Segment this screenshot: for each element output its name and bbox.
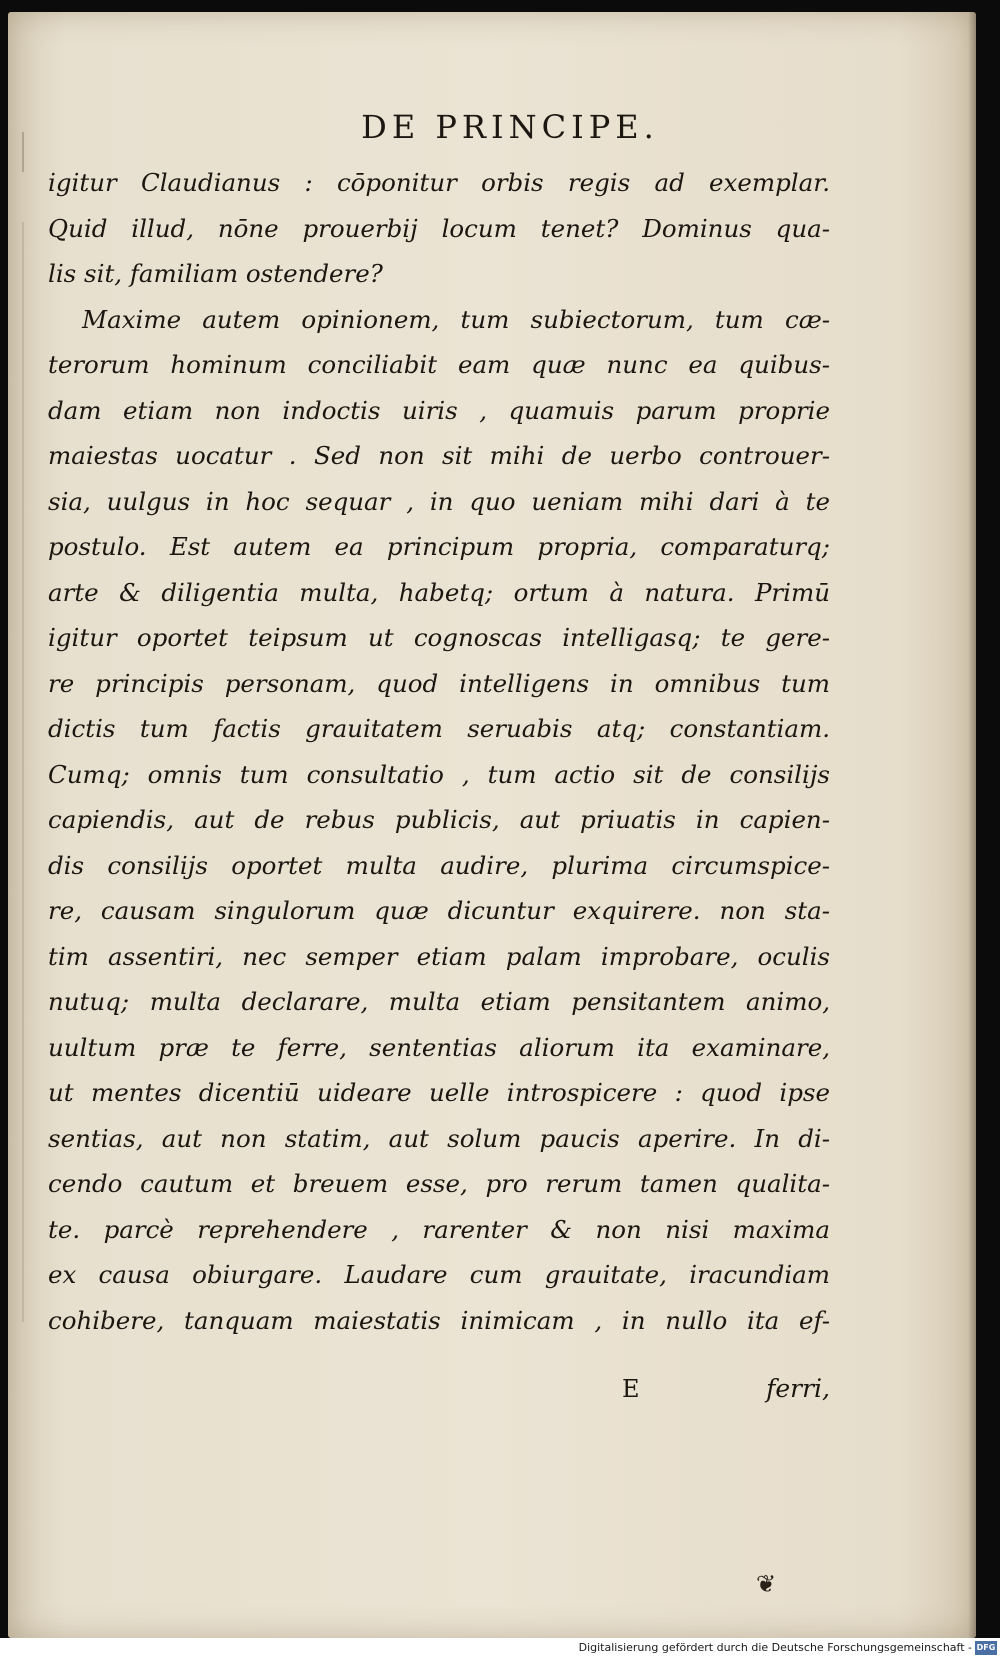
footer-credit: Digitalisierung gefördert durch die Deutsche Forschungsgemeinschaft - <box>578 1641 972 1654</box>
text-line: terorum hominum conciliabit eam quæ nunc ea quibus- <box>48 350 830 379</box>
body-text <box>48 160 830 1343</box>
text-line: Maxime autem opinionem, tum subiectorum, tum cæ- <box>82 304 830 334</box>
text-line: dis consilijs oportet multa audire, plurima circumspice- <box>48 850 830 880</box>
text-line: te. parcè reprehendere , rarenter & non nisi maxima <box>48 1214 830 1244</box>
text-line: re principis personam, quod intelligens in omnibus tum <box>48 668 830 698</box>
text-line: maiestas uocatur . Sed non sit mihi de uerbo controuer- <box>48 441 830 470</box>
text-line: arte & diligentia multa, habetq; ortum à natura. Primū <box>48 577 830 607</box>
text-line: Quid illud, nōne prouerbij locum tenet? Dominus qua- <box>48 213 830 243</box>
text-line: lis sit, familiam ostendere? <box>48 259 383 288</box>
ornament-icon: ❦ <box>756 1570 777 1598</box>
text-line: nutuq; multa declarare, multa etiam pensitantem animo, <box>48 987 830 1016</box>
text-line: sentias, aut non statim, aut solum paucis aperire. In di- <box>48 1123 830 1153</box>
text-line: ex causa obiurgare. Laudare cum grauitate, iracundiam <box>48 1260 830 1289</box>
text-line: dictis tum factis grauitatem seruabis atq; constantiam. <box>48 714 830 743</box>
digitization-footer <box>0 1638 1000 1659</box>
text-line: sia, uulgus in hoc sequar , in quo ueniam mihi dari à te <box>48 486 830 516</box>
text-line: tim assentiri, nec semper etiam palam improbare, oculis <box>48 941 830 971</box>
text-line: Cumq; omnis tum consultatio , tum actio sit de consilijs <box>48 759 830 789</box>
text-line: re, causam singulorum quæ dicuntur exquirere. non sta- <box>48 896 830 925</box>
text-line: uultum præ te ferre, sententias aliorum ita examinare, <box>48 1032 830 1062</box>
book-page <box>8 12 976 1638</box>
text-line: dam etiam non indoctis uiris , quamuis parum proprie <box>48 395 830 425</box>
text-line: ut mentes dicentiū uideare uelle introspicere : quod ipse <box>48 1078 830 1107</box>
dfg-logo: DFG <box>975 1641 997 1655</box>
text-line: cendo cautum et breuem esse, pro rerum tamen qualita- <box>48 1169 830 1198</box>
text-line: igitur oportet teipsum ut cognoscas intelligasq; te gere- <box>48 623 830 652</box>
text-line: capiendis, aut de rebus publicis, aut priuatis in capien- <box>48 805 830 834</box>
text-line: cohibere, tanquam maiestatis inimicam , in nullo ita ef- <box>48 1305 830 1335</box>
catchword: ferri, <box>766 1374 830 1403</box>
text-line: postulo. Est autem ea principum propria, comparaturq; <box>48 532 830 561</box>
margin-stain <box>22 222 24 1322</box>
running-head: DE PRINCIPE. <box>361 108 659 146</box>
signature-mark: E <box>622 1375 640 1403</box>
page-foot <box>48 1366 830 1412</box>
text-line: igitur Claudianus : cōponitur orbis regis ad exemplar. <box>48 168 830 197</box>
